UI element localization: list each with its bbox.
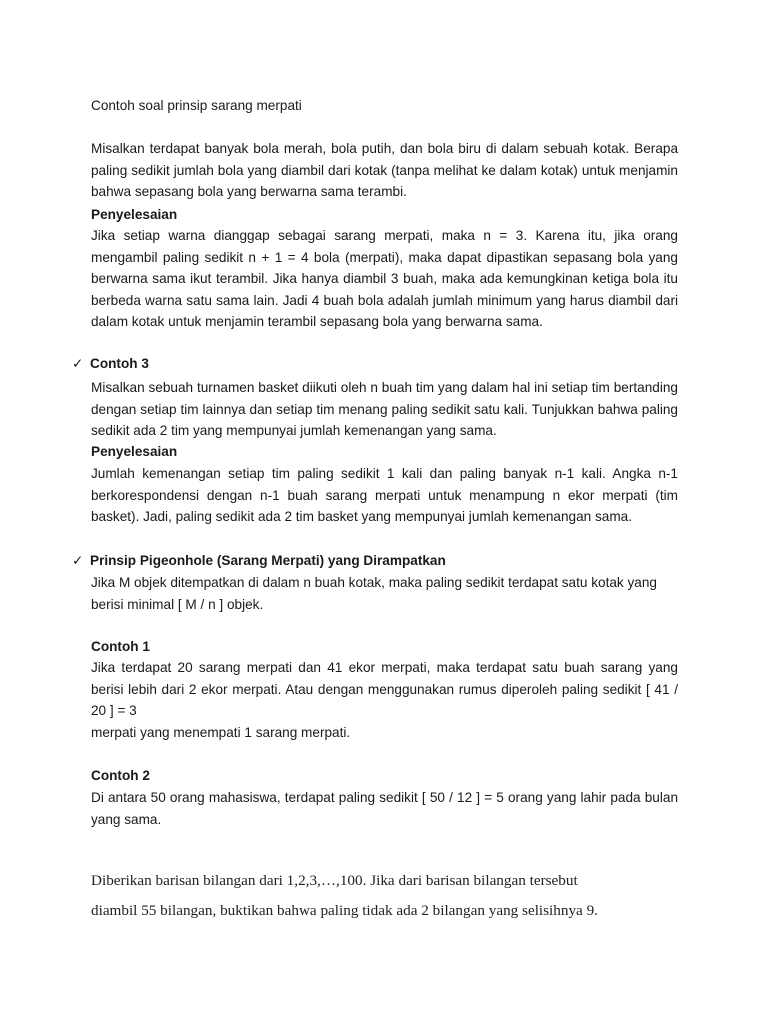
example3-question: Misalkan sebuah turnamen basket diikuti oleh n buah tim yang dalam hal ini setiap tim bertanding dengan setiap tim lainnya dan setiap tim menang paling sedikit satu kali. Tunjukkan bahwa paling sedikit ada 2 tim yang mempunyai jumlah kemenangan yang sama.	[91, 380, 678, 439]
ex1-heading: Contoh 1	[91, 639, 150, 654]
intro-title: Contoh soal prinsip sarang merpati	[91, 98, 302, 113]
problem1-solution-heading: Penyelesaian	[91, 207, 178, 222]
example3-solution: Jumlah kemenangan setiap tim paling sedikit 1 kali dan paling banyak n-1 kali. Angka n-1 berkorespondensi dengan n-1 buah sarang merpati untuk menampung n ekor merpati (tim basket). Jadi, paling sedikit ada 2 tim basket yang mempunyai jumlah kemenangan sama.	[91, 466, 678, 525]
final-line-1: Diberikan barisan bilangan dari 1,2,3,…,100. Jika dari barisan bilangan tersebut	[91, 872, 578, 889]
example3-heading-row	[72, 354, 149, 374]
ex2-text: Di antara 50 orang mahasiswa, terdapat paling sedikit [ 50 / 12 ] = 5 orang yang lahir pada bulan yang sama.	[91, 790, 678, 827]
generalized-heading-row	[72, 551, 446, 571]
problem1-solution: Jika setiap warna dianggap sebagai sarang merpati, maka n = 3. Karena itu, jika orang mengambil paling sedikit n + 1 = 4 bola (merpati), maka dapat dipastikan sepasang bola yang berwarna sama ikut terambil. Jika hanya diambil 3 buah, maka ada kemungkinan ketiga bola itu berbeda warna satu sama lain. Jadi 4 buah bola adalah jumlah minimum yang harus diambil dari dalam kotak untuk menjamin terambil sepasang bola yang berwarna sama.	[91, 228, 678, 330]
example3-heading: Contoh 3	[90, 356, 149, 371]
ex2-heading: Contoh 2	[91, 768, 150, 783]
checkmark-icon: ✓	[72, 553, 84, 568]
checkmark-icon: ✓	[72, 356, 84, 371]
problem1-question: Misalkan terdapat banyak bola merah, bola putih, dan bola biru di dalam sebuah kotak. Berapa paling sedikit jumlah bola yang diambil dari kotak (tanpa melihat ke dalam kotak) untuk menjamin bahwa sepasang bola yang berwarna sama terambi.	[91, 141, 678, 200]
example3-solution-heading: Penyelesaian	[91, 444, 178, 459]
ex1-text2: merpati yang menempati 1 sarang merpati.	[91, 725, 351, 740]
generalized-statement: Jika M objek ditempatkan di dalam n buah kotak, maka paling sedikit terdapat satu kotak yang berisi minimal [ M / n ] objek.	[91, 575, 657, 612]
final-line-2: diambil 55 bilangan, buktikan bahwa paling tidak ada 2 bilangan yang selisihnya 9.	[91, 902, 598, 919]
ex1-text: Jika terdapat 20 sarang merpati dan 41 ekor merpati, maka terdapat satu buah sarang yang berisi lebih dari 2 ekor merpati. Atau dengan menggunakan rumus diperoleh paling sedikit [ 41 / 20 ] = 3	[91, 660, 678, 719]
generalized-heading: Prinsip Pigeonhole (Sarang Merpati) yang Dirampatkan	[90, 553, 446, 568]
